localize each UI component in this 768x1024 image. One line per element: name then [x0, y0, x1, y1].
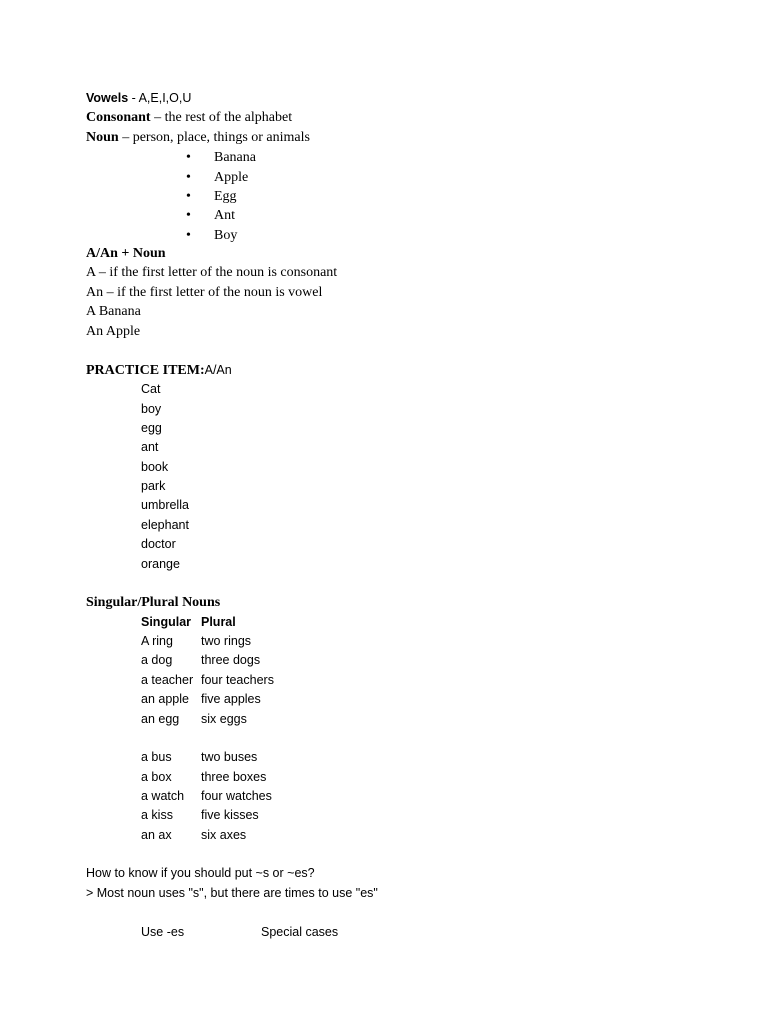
singular-cell: an egg	[141, 712, 180, 726]
list-item: Boy	[214, 228, 238, 243]
noun-line	[86, 128, 310, 147]
practice-item: orange	[141, 557, 180, 571]
practice-item: umbrella	[141, 498, 189, 512]
plural-cell: three boxes	[201, 770, 267, 784]
consonant-line	[86, 108, 292, 127]
noun-label: Noun	[86, 130, 119, 145]
practice-item: boy	[141, 402, 162, 416]
list-item: Egg	[214, 189, 237, 204]
singular-cell: an ax	[141, 828, 172, 842]
practice-item: doctor	[141, 537, 176, 551]
plural-cell: two buses	[201, 750, 258, 764]
practice-item: Cat	[141, 382, 161, 396]
plural-cell: four watches	[201, 789, 272, 803]
singular-cell: an apple	[141, 692, 189, 706]
noun-text: – person, place, things or animals	[118, 130, 310, 145]
singular-cell: A ring	[141, 634, 173, 648]
bullet-icon: •	[186, 170, 191, 185]
singular-cell: a bus	[141, 750, 172, 764]
consonant-label: Consonant	[86, 110, 151, 125]
singular-cell: a teacher	[141, 673, 194, 687]
plural-cell: five kisses	[201, 808, 259, 822]
plural-cell: six eggs	[201, 712, 247, 726]
practice-subheading: A/An	[204, 363, 232, 377]
rule-an: An – if the first letter of the noun is vowel	[86, 285, 323, 300]
practice-item: elephant	[141, 518, 189, 532]
practice-item: book	[141, 460, 169, 474]
rule-a: A – if the first letter of the noun is consonant	[86, 265, 338, 280]
example-a-banana: A Banana	[86, 304, 141, 319]
list-item: Ant	[214, 208, 235, 223]
use-es-label: Use -es	[141, 925, 185, 939]
vowels-label: Vowels	[86, 91, 129, 105]
col-singular-header: Singular	[141, 615, 192, 629]
col-plural-header: Plural	[201, 615, 236, 629]
plural-cell: six axes	[201, 828, 247, 842]
plural-heading: Singular/Plural Nouns	[86, 595, 221, 610]
practice-heading: PRACTICE ITEM:	[86, 363, 205, 378]
singular-cell: a dog	[141, 653, 173, 667]
singular-cell: a kiss	[141, 808, 173, 822]
vowels-text: - A,E,I,O,U	[128, 91, 192, 105]
bullet-icon: •	[186, 189, 191, 204]
special-cases-label: Special cases	[261, 925, 339, 939]
plural-cell: five apples	[201, 692, 261, 706]
consonant-text: – the rest of the alphabet	[150, 110, 293, 125]
a-an-heading: A/An + Noun	[86, 246, 166, 261]
s-or-es-question: How to know if you should put ~s or ~es?	[86, 866, 315, 880]
plural-cell: four teachers	[201, 673, 274, 687]
bullet-icon: •	[186, 228, 191, 243]
list-item: Banana	[214, 150, 256, 165]
bullet-icon: •	[186, 150, 191, 165]
plural-cell: three dogs	[201, 653, 261, 667]
bullet-icon: •	[186, 208, 191, 223]
list-item: Apple	[214, 170, 249, 185]
example-an-apple: An Apple	[86, 324, 141, 339]
vowels-line	[86, 89, 191, 108]
most-nouns-note: > Most noun uses "s", but there are times to use "es"	[86, 886, 378, 900]
singular-cell: a box	[141, 770, 172, 784]
practice-item: ant	[141, 440, 159, 454]
plural-cell: two rings	[201, 634, 252, 648]
practice-item: park	[141, 479, 166, 493]
singular-cell: a watch	[141, 789, 185, 803]
practice-item: egg	[141, 421, 162, 435]
practice-heading-line	[86, 360, 232, 380]
